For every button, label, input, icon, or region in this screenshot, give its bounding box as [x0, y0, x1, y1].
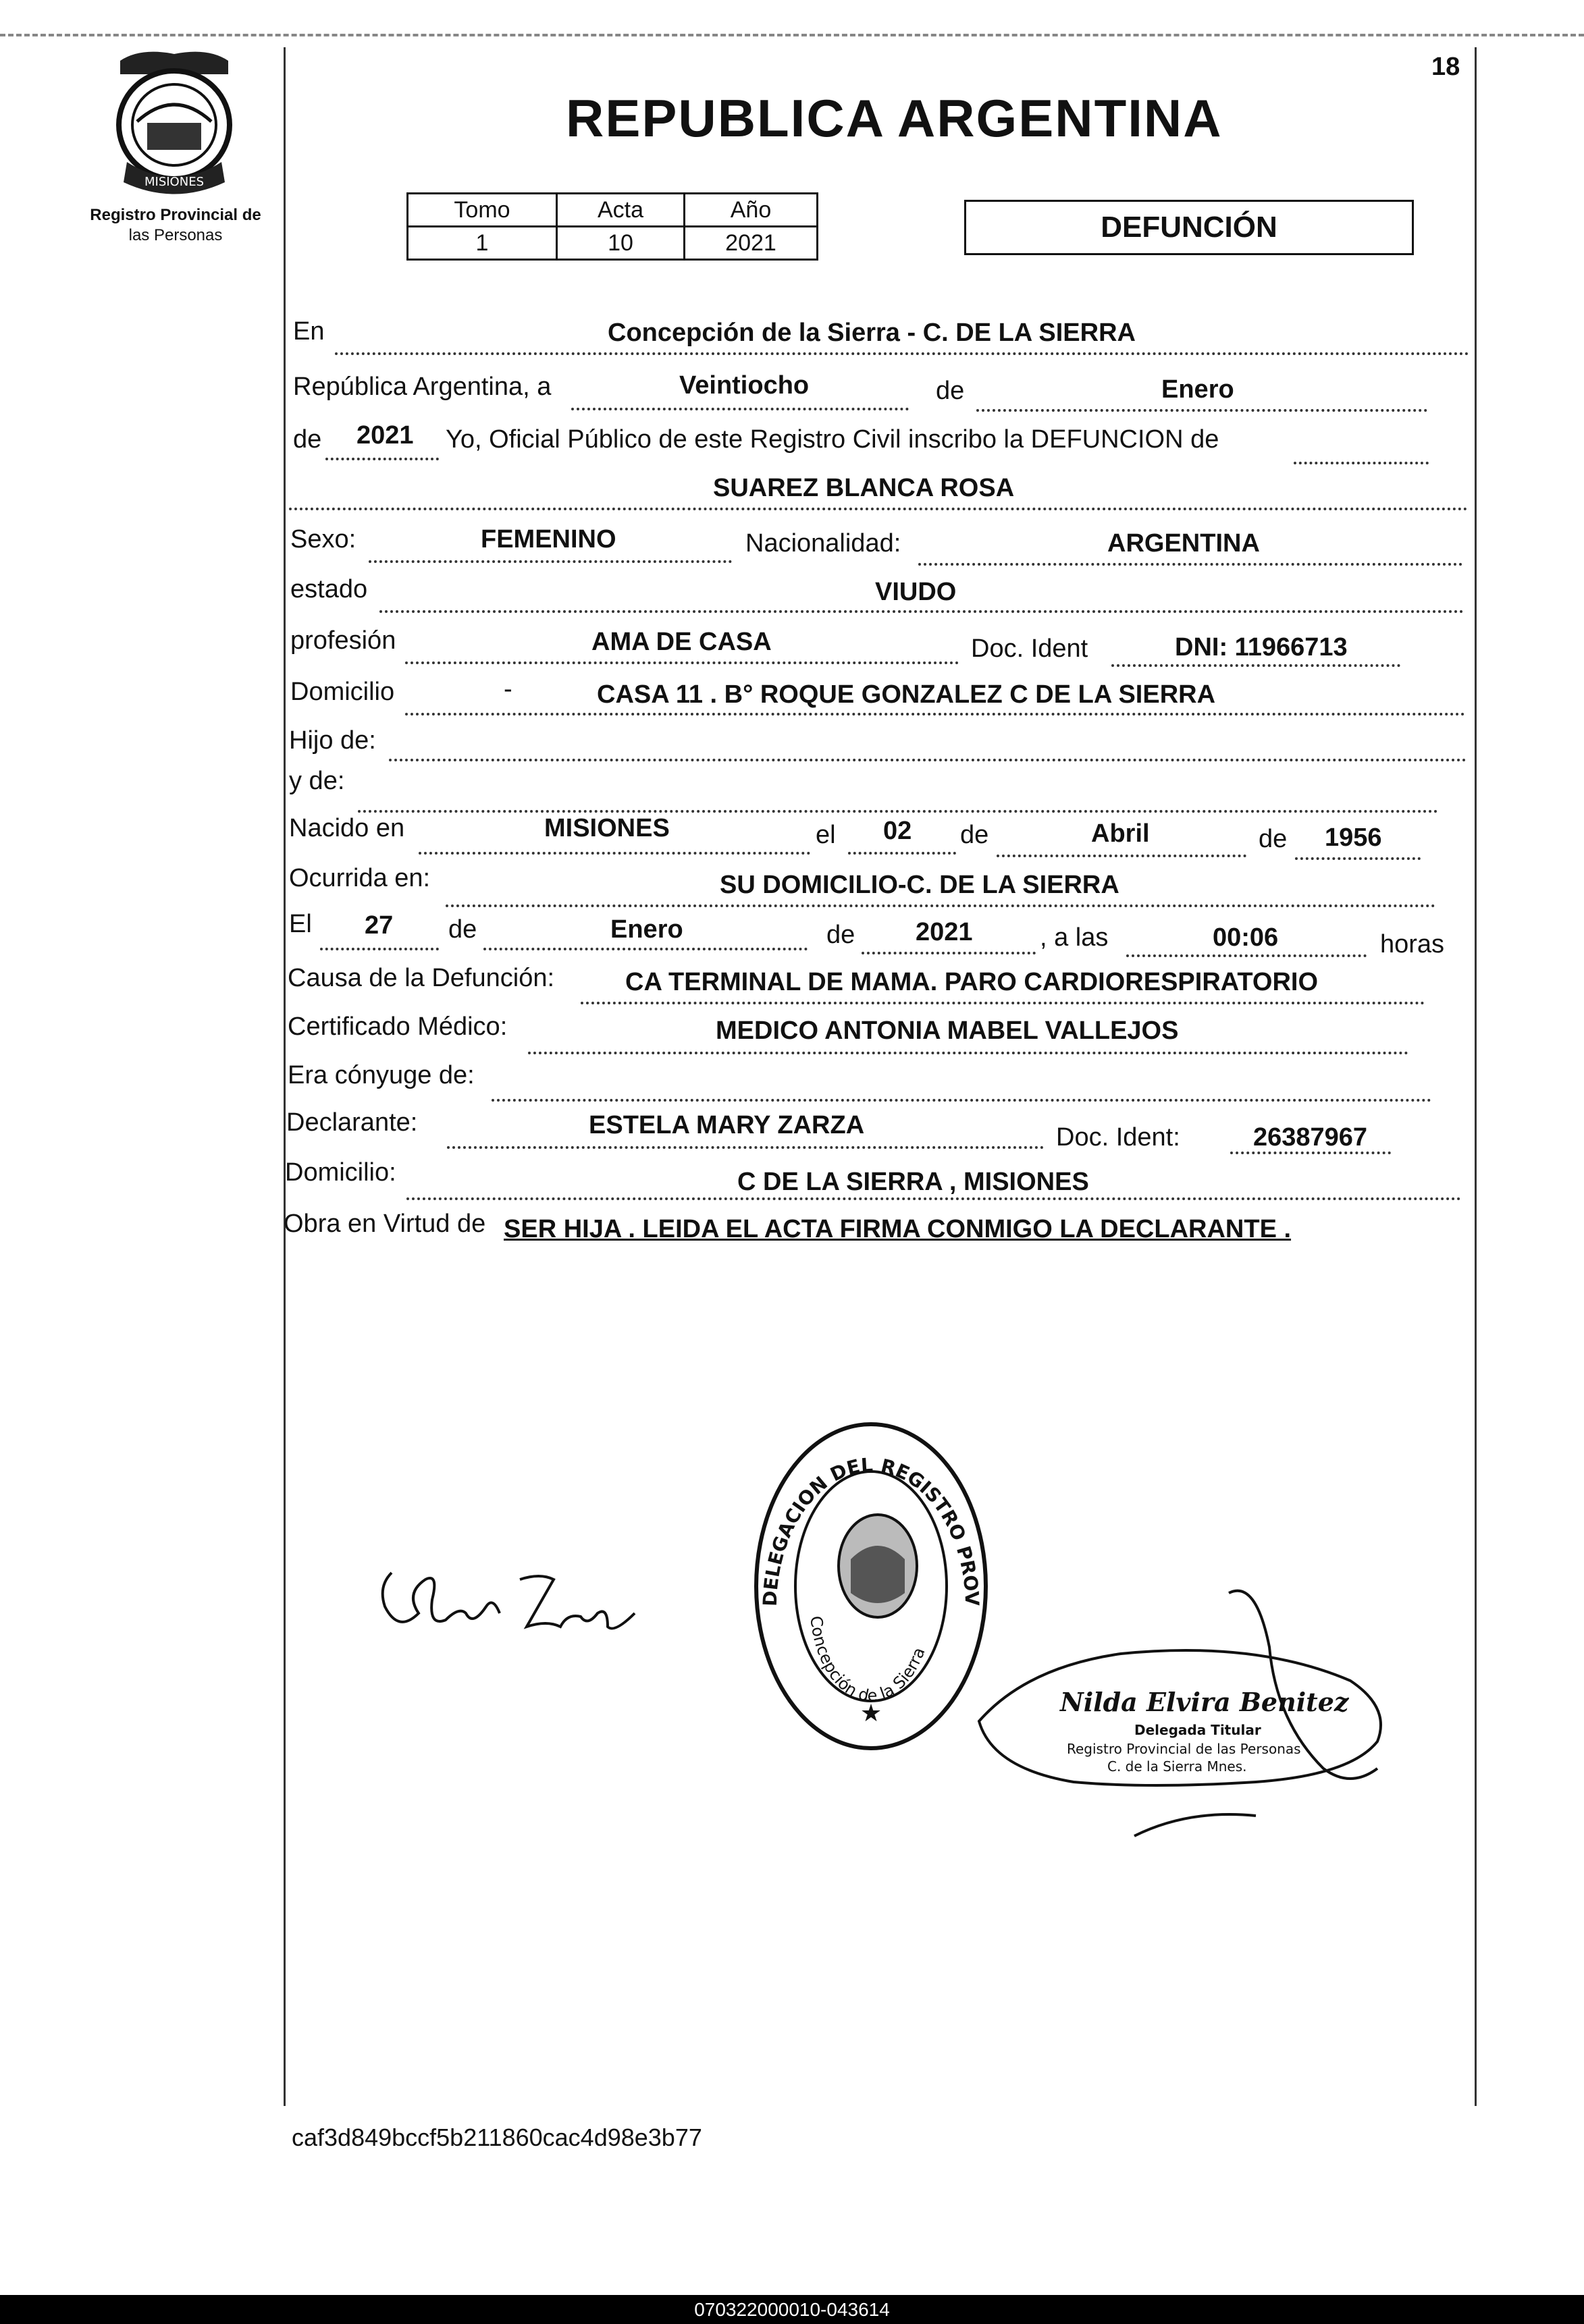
official-place: C. de la Sierra Mnes. — [1107, 1758, 1247, 1775]
right-margin-line — [1475, 47, 1477, 2106]
estado-value: VIUDO — [875, 578, 957, 606]
header-acta: Acta — [557, 194, 685, 227]
estado-label: estado — [290, 575, 368, 603]
nacionalidad-rule — [918, 563, 1462, 566]
hora-rule — [1126, 954, 1367, 957]
certificado-value: MEDICO ANTONIA MABEL VALLEJOS — [716, 1017, 1179, 1045]
causa-rule — [581, 1002, 1425, 1004]
nacido-mes: Abril — [1091, 819, 1150, 848]
nacido-lugar-rule — [419, 852, 810, 855]
ocurrida-rule — [446, 904, 1435, 907]
a-las-label: , a las — [1040, 923, 1109, 952]
declarante-value: ESTELA MARY ZARZA — [589, 1111, 865, 1139]
republica-label: República Argentina, a — [293, 373, 552, 401]
declarante-doc: 26387967 — [1253, 1123, 1368, 1152]
official-signature: Nilda Elvira Benitez — [1060, 1687, 1349, 1717]
estado-rule — [379, 610, 1464, 613]
en-value: Concepción de la Sierra - C. DE LA SIERRA — [608, 319, 1136, 347]
document-type-box — [964, 200, 1414, 255]
muerte-dia-rule — [320, 948, 439, 950]
year-rule — [325, 458, 439, 460]
hijo-rule — [389, 759, 1467, 761]
nacionalidad-label: Nacionalidad: — [745, 529, 901, 558]
official-stamp — [736, 1404, 1006, 1755]
agency-label — [68, 205, 284, 246]
nacido-dia-rule — [848, 852, 956, 855]
footer-code: 070322000010-043614 — [0, 2295, 1584, 2324]
de-label-3: de — [960, 821, 989, 849]
horas-label: horas — [1380, 930, 1445, 958]
declarante-domicilio: C DE LA SIERRA , MISIONES — [737, 1168, 1089, 1196]
nacido-mes-rule — [997, 855, 1246, 857]
official-title: Delegada Titular — [1134, 1722, 1261, 1738]
doc-rule — [1111, 664, 1400, 667]
day-rule — [571, 408, 909, 410]
stamp-outer-text: DELEGACION DEL REGISTRO PROV — [758, 1453, 984, 1607]
value-tomo: 1 — [408, 227, 557, 260]
profesion-value: AMA DE CASA — [591, 628, 772, 656]
day-written: Veintiocho — [679, 371, 810, 400]
doc-label: Doc. Ident — [971, 634, 1088, 663]
en-label: En — [293, 317, 325, 346]
muerte-anio: 2021 — [916, 918, 973, 946]
ocurrida-value: SU DOMICILIO-C. DE LA SIERRA — [720, 871, 1119, 899]
value-acta: 10 — [557, 227, 685, 260]
page-title: REPUBLICA ARGENTINA — [566, 88, 1223, 148]
sexo-rule — [369, 560, 732, 563]
obra-label: Obra en Virtud de — [284, 1210, 486, 1238]
agency-line-1: Registro Provincial de — [90, 206, 261, 224]
deceased-name: SUAREZ BLANCA ROSA — [713, 474, 1015, 502]
name-rule — [289, 508, 1468, 510]
left-margin-line — [284, 47, 286, 2106]
domicilio-dash: - — [504, 675, 512, 703]
muerte-mes: Enero — [610, 915, 683, 944]
nacido-anio-rule — [1295, 857, 1421, 860]
official-org: Registro Provincial de las Personas — [1067, 1741, 1301, 1757]
header-tomo: Tomo — [408, 194, 557, 227]
agency-line-2: las Personas — [128, 226, 223, 244]
domicilio-label: Domicilio — [290, 678, 395, 706]
nacido-lugar: MISIONES — [544, 814, 670, 842]
record-box — [406, 192, 818, 261]
statement-rule — [1294, 462, 1429, 464]
de-label: de — [936, 377, 965, 405]
doc-value: DNI: 11966713 — [1175, 633, 1348, 661]
crest-text: MISIONES — [144, 175, 205, 189]
domicilio-2-label: Domicilio: — [285, 1158, 396, 1187]
y-de-label: y de: — [289, 767, 345, 795]
declarante-label: Declarante: — [286, 1108, 418, 1137]
statement: Yo, Oficial Público de este Registro Civil inscribo la DEFUNCION de — [446, 425, 1219, 454]
sexo-label: Sexo: — [290, 525, 357, 553]
el-label: el — [816, 821, 836, 849]
certificado-rule — [528, 1052, 1408, 1054]
muerte-mes-rule — [483, 948, 808, 950]
obra-value: SER HIJA . LEIDA EL ACTA FIRMA CONMIGO LA DECLARANTE . — [504, 1215, 1292, 1243]
svg-text:★: ★ — [860, 1700, 882, 1727]
year: 2021 — [357, 421, 414, 450]
value-anio: 2021 — [685, 227, 818, 260]
nacionalidad-value: ARGENTINA — [1107, 529, 1260, 558]
muerte-hora: 00:06 — [1213, 923, 1279, 952]
stamp-inner-text: Concepción de la Sierra — [806, 1615, 929, 1706]
sexo-value: FEMENINO — [481, 525, 616, 553]
page-number: 18 — [1431, 53, 1460, 81]
certificado-label: Certificado Médico: — [288, 1012, 508, 1041]
document-type: DEFUNCIÓN — [1101, 211, 1277, 244]
nacido-label: Nacido en — [289, 814, 405, 842]
domicilio-value: CASA 11 . B° ROQUE GONZALEZ C DE LA SIERRA — [597, 680, 1216, 709]
causa-label: Causa de la Defunción: — [288, 964, 555, 992]
nacido-dia: 02 — [883, 817, 912, 845]
el-2-label: El — [289, 910, 312, 938]
profesion-label: profesión — [290, 626, 396, 655]
declarante-rule — [447, 1146, 1044, 1149]
header-anio: Año — [685, 194, 818, 227]
de-label-5: de — [448, 915, 477, 944]
de-label-2: de — [293, 425, 322, 454]
month-written: Enero — [1161, 375, 1234, 404]
en-rule — [335, 352, 1469, 355]
causa-value: CA TERMINAL DE MAMA. PARO CARDIORESPIRATORIO — [625, 968, 1319, 996]
conyuge-rule — [492, 1099, 1431, 1102]
ocurrida-label: Ocurrida en: — [289, 864, 431, 892]
hijo-label: Hijo de: — [289, 726, 376, 755]
provincial-crest-icon — [100, 47, 248, 202]
conyuge-label: Era cónyuge de: — [288, 1061, 475, 1089]
top-dashed-border — [0, 34, 1584, 36]
y-de-rule — [358, 810, 1438, 813]
profesion-rule — [405, 661, 959, 664]
nacido-anio: 1956 — [1325, 823, 1382, 852]
official-signature-block — [972, 1566, 1391, 1849]
document-hash: caf3d849bccf5b211860cac4d98e3b77 — [292, 2124, 702, 2151]
domicilio-2-rule — [406, 1197, 1461, 1200]
de-label-4: de — [1259, 825, 1288, 853]
de-label-6: de — [826, 921, 855, 949]
declarant-signature — [365, 1532, 648, 1660]
domicilio-rule — [405, 713, 1465, 715]
doc-2-label: Doc. Ident: — [1056, 1123, 1180, 1152]
muerte-anio-rule — [862, 952, 1036, 954]
muerte-dia: 27 — [365, 911, 394, 940]
month-rule — [976, 409, 1427, 412]
